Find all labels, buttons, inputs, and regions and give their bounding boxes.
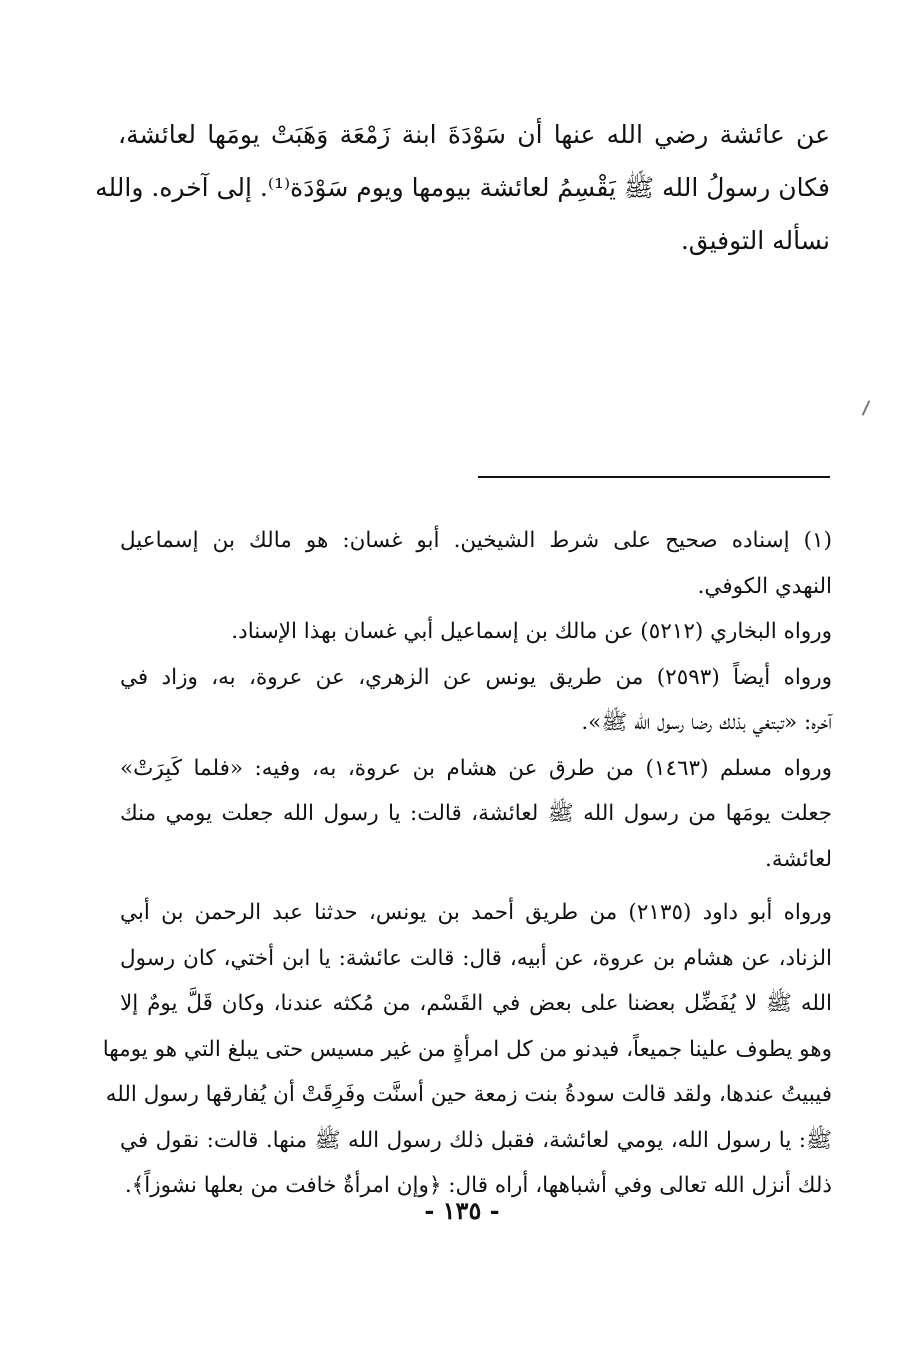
footnote-line: ورواه أيضاً (٢٥٩٣) من طريق يونس عن الزهري، عن عروة، به، وزاد في [120,664,832,690]
page-number: - ١٣٥ - [424,1196,500,1225]
body-line-3: نسأله التوفيق. [680,226,830,255]
footnote-line: ﷺ: يا رسول الله، يومي لعائشة، فقبل ذلك رسول الله ﷺ منها. قالت: نقول في [120,1127,832,1153]
main-body-text [95,108,830,267]
footnote-line: ورواه مسلم (١٤٦٣) من طرق عن هشام بن عروة، به، وفيه: «فلما كَبِرَتْ» [120,755,832,781]
footnotes-section [102,518,832,1209]
footnote-paragraph-1 [120,518,832,609]
footnote-line: آخره: «تبتغي بذلك رضا رسول الله ﷺ». [581,710,832,735]
footnote-paragraph-3 [120,655,832,746]
footnote-line: فيبيتُ عندها، ولقد قالت سودةُ بنت زمعة حين أسنَّت وفَرِقَتْ أن يُفارقها رسول الله [105,1082,832,1107]
body-line-2: فكان رسولُ الله ﷺ يَقْسِمُ لعائشة بيومها ويوم سَوْدَة⁽¹⁾. إلى آخره. والله [95,173,830,202]
footnote-paragraph-2 [120,609,832,655]
footnote-line: النهدي الكوفي. [697,573,832,599]
footnote-line: ورواه أبو داود (٢١٣٥) من طريق أحمد بن يونس، حدثنا عبد الرحمن بن أبي [120,900,832,925]
footnote-line: لعائشة. [765,846,832,872]
footnote-line: الزناد، عن هشام بن عروة، عن أبيه، قال: قالت عائشة: يا ابن أختي، كان رسول [120,945,832,971]
footnote-line: وهو يطوف علينا جميعاً، فيدنو من كل امرأةٍ من غير مسيس حتى يبلغ التي هو يومها [102,1036,832,1062]
stray-pen-mark [862,400,871,415]
footnote-line: ورواه البخاري (٥٢١٢) عن مالك بن إسماعيل أبي غسان بهذا الإسناد. [231,619,832,644]
footnote-line: جعلت يومَها من رسول الله ﷺ لعائشة، قالت: يا رسول الله جعلت يومي منك [120,801,832,826]
footnote-separator-rule [478,476,830,478]
footnote-line: الله ﷺ لا يُفَضِّل بعضنا على بعض في القَسْم، من مُكثه عندنا، وكان قَلَّ يومٌ إلا [120,991,832,1016]
footnote-paragraph-4 [120,746,832,883]
footnote-line: ذلك أنزل الله تعالى وفي أشباهها، أراه قال: ﴿وإن امرأةٌ خافت من بعلها نشوزاً﴾. [124,1173,832,1198]
footnote-paragraph-5 [102,890,832,1209]
body-line-1: عن عائشة رضي الله عنها أن سَوْدَةَ ابنة زَمْعَة وَهَبَتْ يومَها لعائشة، [118,120,830,149]
footnote-line: (١) إسناده صحيح على شرط الشيخين. أبو غسان: هو مالك بن إسماعيل [120,528,832,553]
